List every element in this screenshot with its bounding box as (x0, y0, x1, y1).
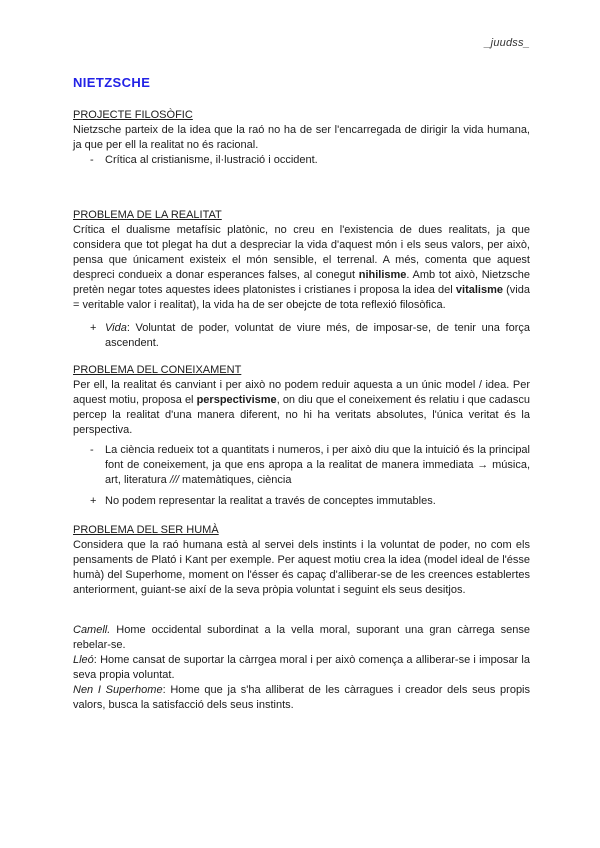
list-item-critica-cristianisme (73, 153, 530, 168)
definition-lleo (73, 653, 530, 683)
paragraph-text: Per ell, la realitat és canviant i per això no podem reduir aquesta a un únic model / idea. Per aquest motiu, proposa el (73, 379, 530, 406)
paragraph-projecte (73, 123, 530, 153)
list-item-vida (73, 321, 530, 351)
term-vida: Vida (105, 322, 127, 334)
keyword-perspectivisme: perspectivisme (196, 394, 277, 406)
document-title: NIETZSCHE (73, 75, 151, 90)
bullet-marker: + (90, 495, 97, 507)
definition-text: Home cansat de suportar la càrrgea moral i per això comença a alliberar-se i imposar la seva propia voluntat. (73, 654, 530, 681)
definition-sep: : (162, 684, 166, 696)
definitions-block (73, 623, 530, 713)
separator-slashes: /// (169, 474, 179, 486)
paragraph-realitat (73, 223, 530, 313)
term-lleo: Lleó (73, 654, 94, 666)
section-heading-problema-coneixament: PROBLEMA DEL CONEIXAMENT (73, 364, 242, 376)
paragraph-text: , on diu que el coneixement és relatiu i que cadascu percep la realitat d'una manera diferent, no hi ha veritats absolutes, l'única veritat és la perspectiva. (73, 394, 530, 436)
definition-text: Home que ja s'ha alliberat de les càrragues i creador dels seus propis valors, busca la satisfacció dels seus instints. (73, 684, 531, 711)
section-problema-realitat (73, 208, 530, 351)
keyword-vitalisme: vitalisme (455, 284, 503, 296)
section-heading-problema-realitat: PROBLEMA DE LA REALITAT (73, 209, 222, 221)
paragraph-text: Crítica el dualisme metafísic platònic, no creu en l'existencia de dues realitats, ja que considera que tot plegat ha dut a despreciar la vida d'aquest món i els seus valors, per això, pensa que únicament existeix el món sensible, el terrenal. A més, comenta que aquest despreci condueix a donar esperances falses, al conegut (73, 224, 530, 281)
definition-camell (73, 623, 530, 653)
section-heading-problema-ser-huma: PROBLEMA DEL SER HUMÀ (73, 524, 219, 536)
list-item-conceptes-immutables (73, 494, 530, 509)
paragraph-coneixament (73, 378, 530, 438)
paragraph-ser-huma (73, 538, 530, 598)
list-item-text: No podem representar la realitat a través de conceptes immutables. (105, 495, 436, 507)
paragraph-text: (vida = veritable valor i realitat), la vida ha de ser obejcte de tota reflexió filosòfica. (73, 284, 530, 311)
definition-text: Home occidental subordinat a la vella moral, suporant una gran càrrega sense rebelar-se. (73, 624, 530, 651)
list-item-text: : Voluntat de poder, voluntat de viure més, de imposar-se, de tenir una força ascendent. (105, 322, 530, 349)
term-nen-superhome: Nen I Superhome (73, 684, 163, 696)
list-item-text: Crítica al cristianisme, il·lustració i occident. (105, 154, 318, 166)
list-item-text: La ciència redueix tot a quantitats i numeros, i per això diu que la intuició és la principal font de coneixement, ja que ens apropa a la realitat de manera immediata → música, art, literatura (105, 444, 530, 486)
definition-sep: : (93, 654, 97, 666)
paragraph-text: . Amb tot això, Nietzsche pretèn negar totes aquestes idees platonistes i cristianes i proposa la idea del (73, 269, 530, 296)
keyword-nihilisme: nihilisme (358, 269, 407, 281)
paragraph-text: Considera que la raó humana està al servei dels instints i la voluntat de poder, no com els pensaments de Plató i Kant per exemple. Per aquest motiu crea la idea (model ideal de l'ésse humà) del Superhome, moment on l'ésser és capaç d'alliberar-se de les creences establertes anteriorment, guiant-se així de la seva pròpia voluntat i seguint els seus desitjos. (73, 539, 530, 596)
bullet-marker: + (90, 322, 97, 334)
bullet-marker: - (90, 444, 94, 456)
section-heading-projecte-filosofic: PROJECTE FILOSÒFIC (73, 109, 193, 121)
author-handle: _juudss_ (484, 37, 530, 49)
bullet-marker: - (90, 154, 94, 166)
term-camell: Camell. (73, 624, 111, 636)
paragraph-text: Nietzsche parteix de la idea que la raó no ha de ser l'encarregada de dirigir la vida humana, ja que per ell la realitat no és racional. (73, 124, 530, 151)
section-problema-coneixament (73, 363, 530, 509)
list-item-ciencia (73, 443, 530, 488)
definition-nen-superhome (73, 683, 530, 713)
list-item-text: matemàtiques, ciència (178, 474, 292, 486)
section-projecte-filosofic (73, 108, 530, 168)
section-problema-ser-huma (73, 523, 530, 713)
